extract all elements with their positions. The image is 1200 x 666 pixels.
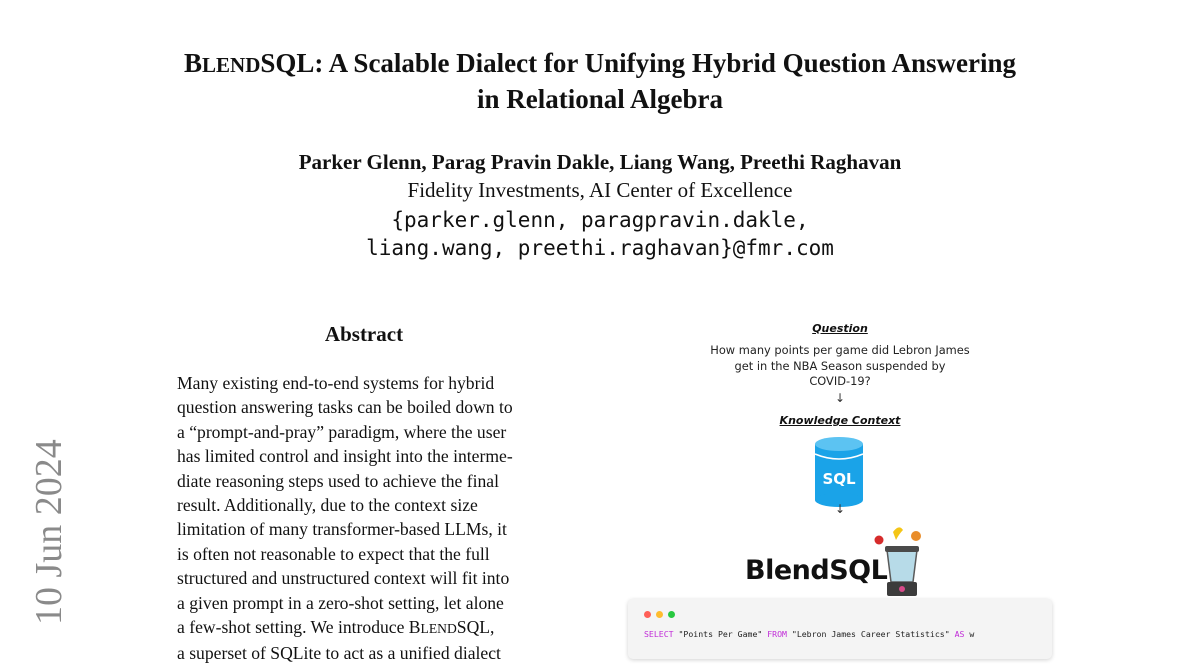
abstract-heading: Abstract: [324, 322, 404, 346]
sql-keyword: FROM: [767, 629, 787, 639]
overview-figure: [625, 316, 1055, 648]
figure-knowledge-heading: Knowledge Context: [779, 414, 901, 427]
banana-icon: [893, 527, 903, 540]
strawberry-icon: [875, 536, 884, 545]
abstract-line: limitation of many transformer-based LLMs, it: [177, 519, 507, 540]
abstract-line: diate reasoning steps used to achieve the final: [177, 470, 499, 491]
sql-keyword: SELECT: [644, 629, 674, 639]
abstract-line: a given prompt in a zero-shot setting, let alone: [177, 592, 504, 613]
abstract-line: structured and unstructured context will fit into: [177, 568, 510, 589]
arxiv-side-stamp: 10 Jun 2024: [28, 439, 70, 625]
paper-title: [100, 46, 1100, 116]
sql-code-line: [644, 629, 974, 639]
database-icon: [813, 436, 865, 508]
abstract-line: result. Additionally, due to the context size: [177, 495, 478, 516]
abstract-line: [177, 615, 551, 641]
title-line-2: in Relational Algebra: [476, 84, 723, 114]
title-smallcaps: LEND: [202, 53, 261, 77]
email-line-2: liang.wang, preethi.raghavan}@fmr.com: [366, 236, 834, 260]
window-maximize-dot: [668, 611, 675, 618]
database-label: SQL: [822, 470, 856, 488]
author-emails: [100, 206, 1100, 262]
down-arrow-icon: ↓: [834, 502, 846, 516]
question-line: How many points per game did Lebron James: [710, 343, 970, 357]
figure-question-heading: Question: [812, 322, 868, 335]
abstract-body: [177, 371, 551, 666]
abstract-line: question answering tasks can be boiled down to: [177, 397, 513, 418]
sql-text: "Points Per Game": [673, 629, 768, 639]
affiliation: Fidelity Investments, AI Center of Excellence: [407, 178, 793, 202]
abstract-line: has limited control and insight into the interme-: [177, 446, 513, 467]
figure-question-text: [685, 343, 995, 390]
window-close-dot: [644, 611, 651, 618]
blendsql-logo-text: BlendSQL: [745, 555, 888, 586]
abstract-line: Many existing end-to-end systems for hybrid: [177, 373, 495, 393]
question-line: get in the NBA Season suspended by: [734, 358, 946, 373]
title-line-1-rest: SQL: A Scalable Dialect for Unifying Hybrid Question Answering: [260, 48, 1016, 78]
code-window: [628, 599, 1052, 659]
title-line-1: [100, 46, 1100, 82]
title-cap-b: B: [184, 48, 203, 78]
abstract-line: a “prompt-and-pray” paradigm, where the user: [177, 421, 507, 442]
abstract-line: is often not reasonable to expect that the full: [177, 543, 490, 564]
question-line: COVID-19?: [809, 374, 871, 388]
sql-keyword: AS: [954, 629, 965, 639]
window-minimize-dot: [656, 611, 663, 618]
abstract-line-cut: a superset of SQLite to act as a unified dialect: [177, 643, 501, 664]
abstract-smallcaps: LEND: [420, 621, 457, 637]
down-arrow-icon: ↓: [834, 391, 846, 405]
abstract-line-start: a few-shot setting. We introduce B: [177, 617, 421, 638]
sql-text: "Lebron James Career Statistics": [786, 629, 955, 639]
blender-icon: [869, 520, 939, 600]
abstract-line-end: SQL,: [456, 617, 495, 638]
email-line-1: {parker.glenn, paragpravin.dakle,: [391, 208, 809, 232]
orange-icon: [911, 531, 921, 541]
sql-text: w: [964, 629, 975, 639]
author-list: Parker Glenn, Parag Pravin Dakle, Liang Wang, Preethi Raghavan: [298, 150, 902, 174]
